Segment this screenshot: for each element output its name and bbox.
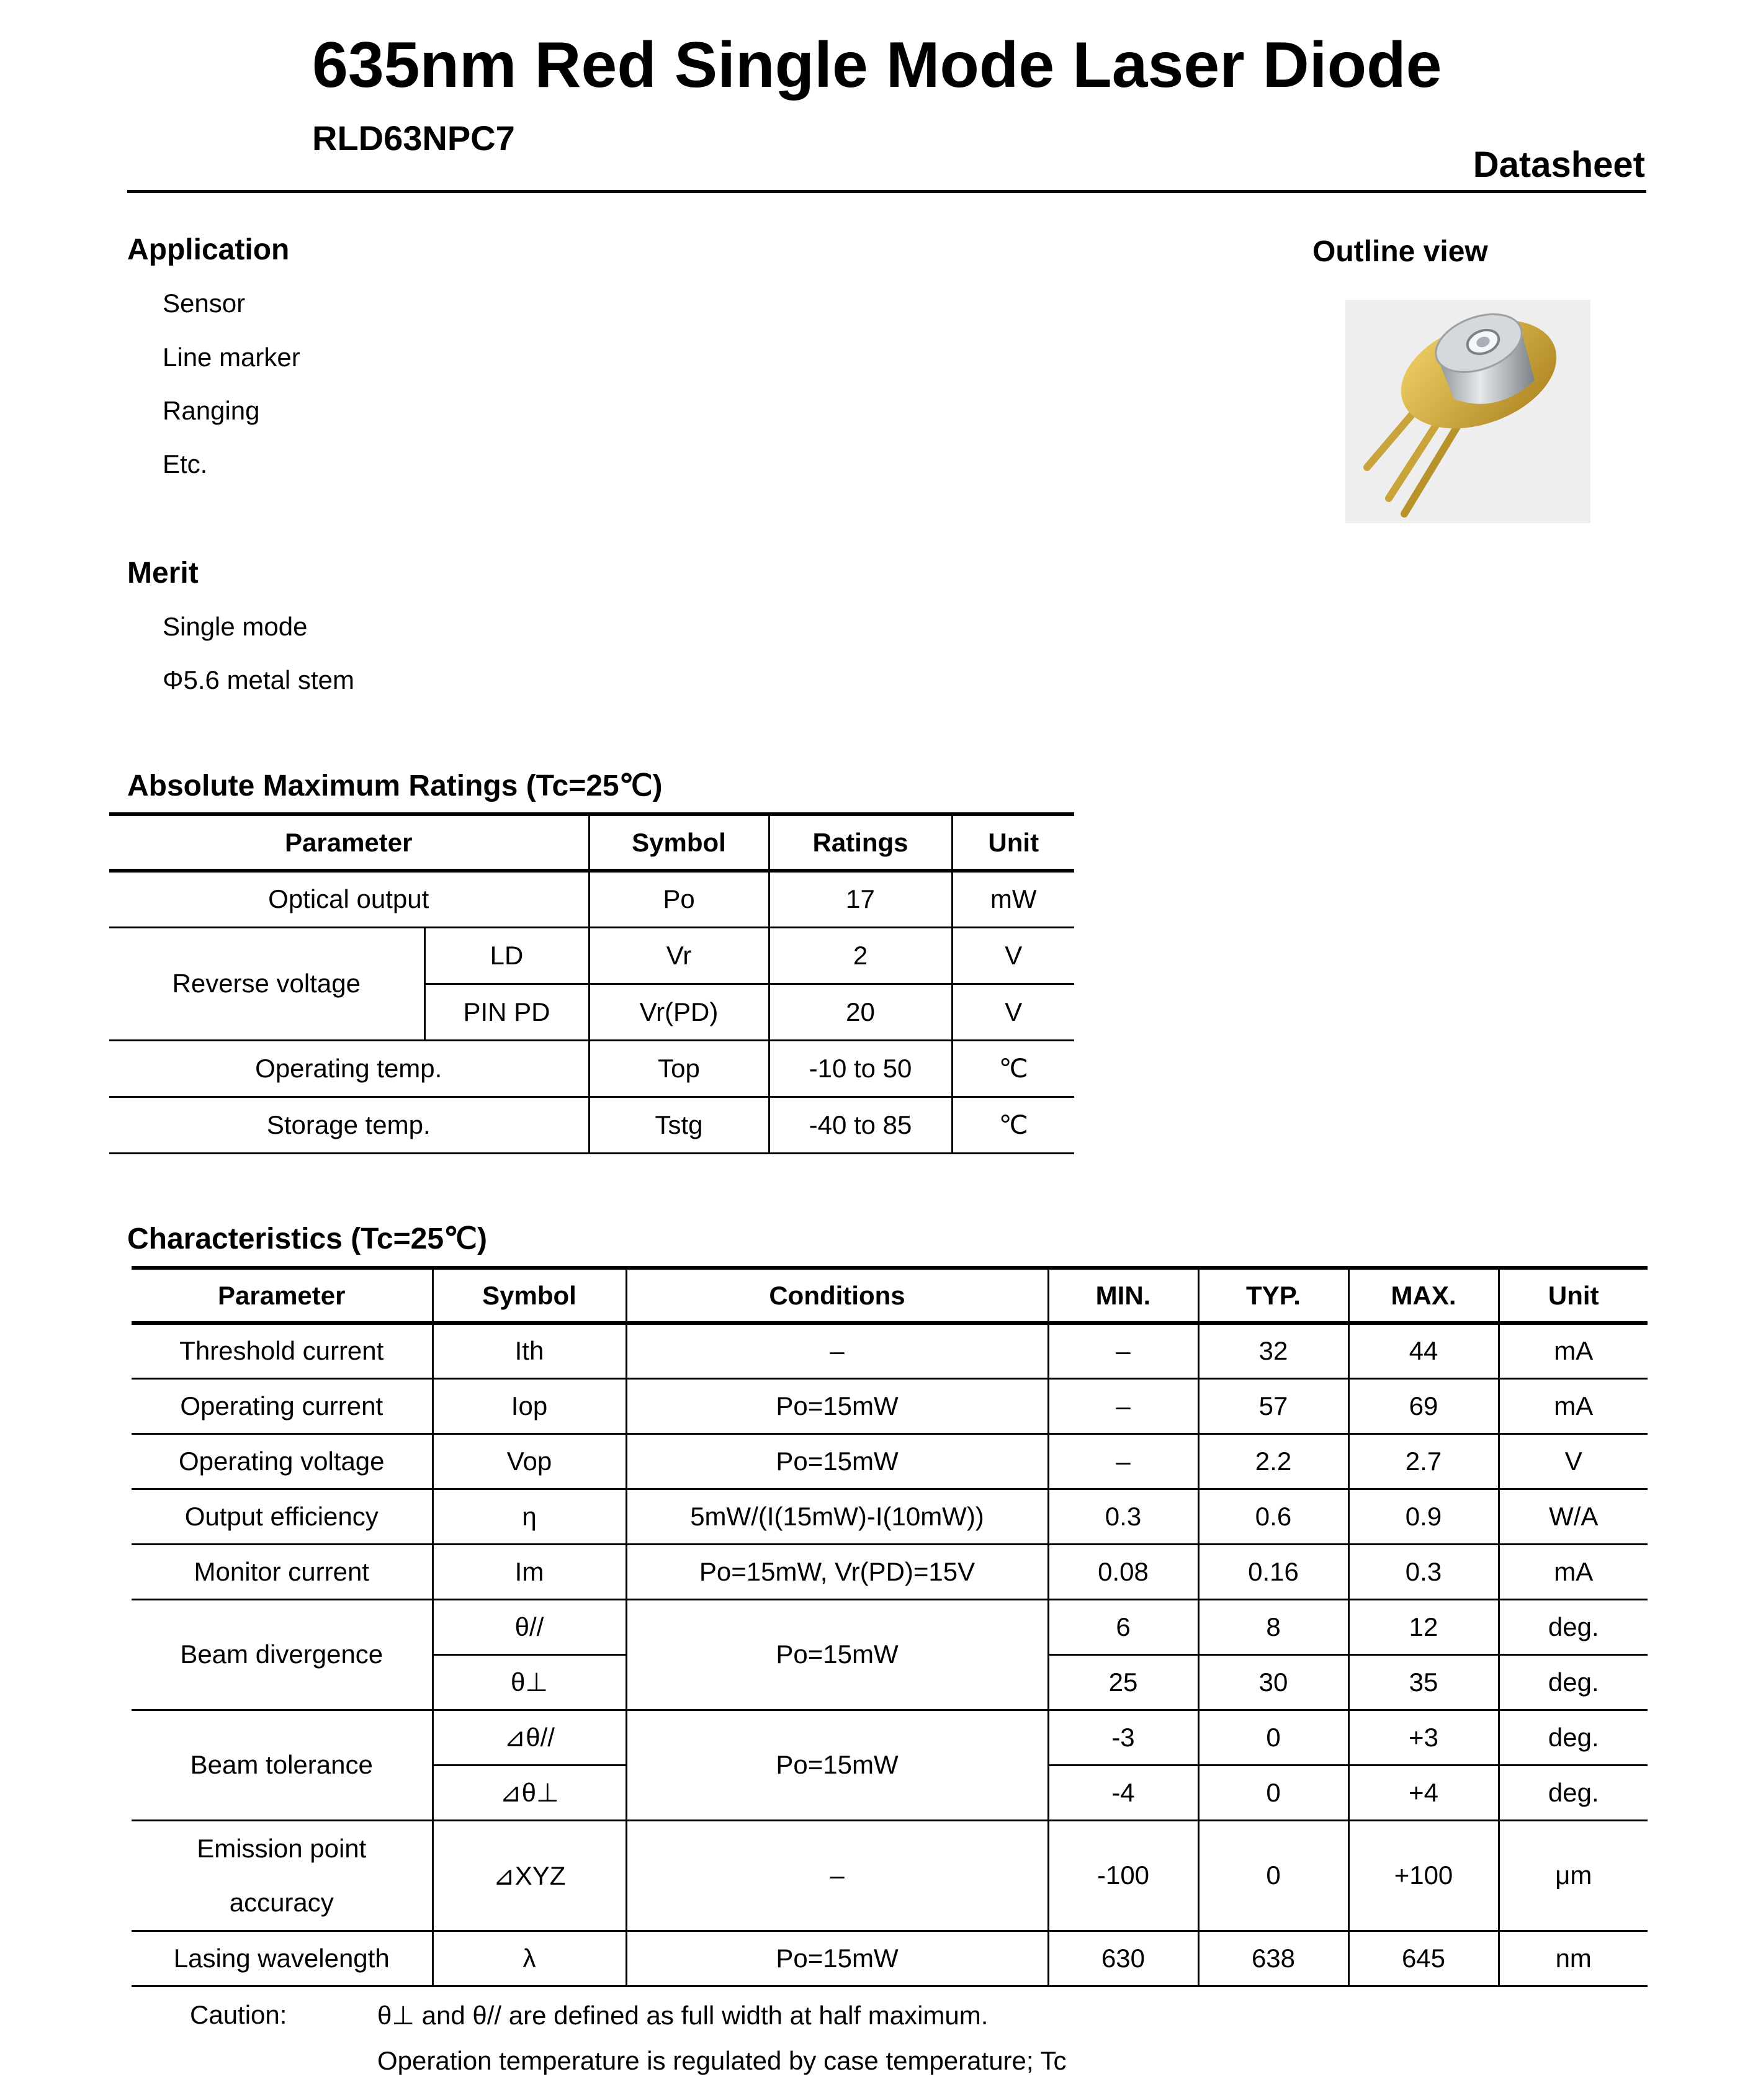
param-line: Emission point	[197, 1834, 367, 1863]
laser-diode-icon	[1345, 300, 1590, 523]
max-cell: 2.7	[1348, 1434, 1499, 1489]
unit-cell: mA	[1499, 1378, 1648, 1434]
rating-cell: 2	[769, 927, 952, 984]
unit-cell: nm	[1499, 1931, 1648, 1986]
application-item: Line marker	[163, 343, 300, 372]
param-cell: Monitor current	[132, 1544, 433, 1599]
table-row	[109, 1040, 1074, 1097]
application-heading: Application	[127, 233, 290, 266]
conditions-cell: Po=15mW	[626, 1599, 1048, 1710]
laser-diode-image	[1345, 300, 1590, 523]
typ-cell: 2.2	[1198, 1434, 1348, 1489]
symbol-cell: Tstg	[589, 1097, 769, 1153]
typ-cell: 0.16	[1198, 1544, 1348, 1599]
table-row	[132, 1710, 1648, 1765]
unit-cell: deg.	[1499, 1765, 1648, 1820]
param-cell: Threshold current	[132, 1323, 433, 1378]
min-cell: –	[1048, 1378, 1198, 1434]
table-row	[132, 1378, 1648, 1434]
unit-cell: V	[952, 927, 1074, 984]
param-cell: Operating temp.	[109, 1040, 589, 1097]
sub-param-cell: LD	[424, 927, 589, 984]
min-cell: –	[1048, 1323, 1198, 1378]
col-header: Symbol	[433, 1268, 626, 1323]
unit-cell: μm	[1499, 1820, 1648, 1931]
rating-cell: -10 to 50	[769, 1040, 952, 1097]
symbol-cell: Vr	[589, 927, 769, 984]
param-cell	[132, 1820, 433, 1931]
min-cell: 0.3	[1048, 1489, 1198, 1544]
min-cell: 630	[1048, 1931, 1198, 1986]
conditions-cell: Po=15mW, Vr(PD)=15V	[626, 1544, 1048, 1599]
col-header: Ratings	[769, 814, 952, 871]
param-cell: Lasing wavelength	[132, 1931, 433, 1986]
symbol-cell: Iop	[433, 1378, 626, 1434]
typ-cell: 0	[1198, 1820, 1348, 1931]
symbol-cell: θ//	[433, 1599, 626, 1654]
application-item: Sensor	[163, 289, 246, 318]
min-cell: -3	[1048, 1710, 1198, 1765]
symbol-cell: Vop	[433, 1434, 626, 1489]
max-cell: +4	[1348, 1765, 1499, 1820]
conditions-cell: 5mW/(I(15mW)-I(10mW))	[626, 1489, 1048, 1544]
model-number: RLD63NPC7	[312, 119, 515, 158]
symbol-cell: ⊿XYZ	[433, 1820, 626, 1931]
caution-label: Caution:	[190, 2000, 287, 2029]
param-cell: Operating current	[132, 1378, 433, 1434]
max-cell: 69	[1348, 1378, 1499, 1434]
col-header: Unit	[1499, 1268, 1648, 1323]
unit-cell: V	[952, 984, 1074, 1040]
unit-cell: ℃	[952, 1097, 1074, 1153]
header-divider	[127, 190, 1646, 193]
table-row	[109, 927, 1074, 984]
min-cell: 0.08	[1048, 1544, 1198, 1599]
max-cell: +100	[1348, 1820, 1499, 1931]
characteristics-heading: Characteristics (Tc=25℃)	[127, 1223, 487, 1255]
table-row	[132, 1599, 1648, 1654]
unit-cell: mW	[952, 871, 1074, 927]
unit-cell: mA	[1499, 1323, 1648, 1378]
unit-cell: V	[1499, 1434, 1648, 1489]
conditions-cell: –	[626, 1820, 1048, 1931]
characteristics-table	[132, 1266, 1648, 1987]
conditions-cell: Po=15mW	[626, 1434, 1048, 1489]
symbol-cell: λ	[433, 1931, 626, 1986]
max-cell: 645	[1348, 1931, 1499, 1986]
table-header-row	[109, 814, 1074, 871]
col-header: Parameter	[109, 814, 589, 871]
abs-max-ratings-table	[109, 812, 1074, 1154]
merit-item: Single mode	[163, 612, 308, 641]
max-cell: 44	[1348, 1323, 1499, 1378]
application-item: Etc.	[163, 449, 208, 478]
caution-note: Operation temperature is regulated by case temperature; Tc	[377, 2046, 1067, 2075]
abs-max-ratings-heading: Absolute Maximum Ratings (Tc=25℃)	[127, 770, 663, 802]
symbol-cell: θ⊥	[433, 1654, 626, 1710]
param-cell: Beam tolerance	[132, 1710, 433, 1820]
caution-note: θ⊥ and θ// are defined as full width at half maximum.	[377, 2001, 989, 2030]
conditions-cell: Po=15mW	[626, 1378, 1048, 1434]
rating-cell: -40 to 85	[769, 1097, 952, 1153]
unit-cell: mA	[1499, 1544, 1648, 1599]
table-row	[109, 1097, 1074, 1153]
typ-cell: 638	[1198, 1931, 1348, 1986]
unit-cell: W/A	[1499, 1489, 1648, 1544]
max-cell: +3	[1348, 1710, 1499, 1765]
typ-cell: 32	[1198, 1323, 1348, 1378]
unit-cell: ℃	[952, 1040, 1074, 1097]
typ-cell: 30	[1198, 1654, 1348, 1710]
outline-view-heading: Outline view	[1312, 235, 1488, 268]
min-cell: 6	[1048, 1599, 1198, 1654]
table-row	[132, 1931, 1648, 1986]
typ-cell: 8	[1198, 1599, 1348, 1654]
table-row	[132, 1323, 1648, 1378]
col-header: Symbol	[589, 814, 769, 871]
param-cell: Output efficiency	[132, 1489, 433, 1544]
typ-cell: 0	[1198, 1710, 1348, 1765]
max-cell: 12	[1348, 1599, 1499, 1654]
param-line: accuracy	[229, 1888, 334, 1917]
unit-cell: deg.	[1499, 1710, 1648, 1765]
symbol-cell: ⊿θ//	[433, 1710, 626, 1765]
conditions-cell: –	[626, 1323, 1048, 1378]
rating-cell: 20	[769, 984, 952, 1040]
conditions-cell: Po=15mW	[626, 1931, 1048, 1986]
max-cell: 35	[1348, 1654, 1499, 1710]
col-header: Parameter	[132, 1268, 433, 1323]
merit-heading: Merit	[127, 557, 199, 590]
param-cell: Optical output	[109, 871, 589, 927]
symbol-cell: Po	[589, 871, 769, 927]
max-cell: 0.3	[1348, 1544, 1499, 1599]
table-row	[132, 1489, 1648, 1544]
unit-cell: deg.	[1499, 1654, 1648, 1710]
application-item: Ranging	[163, 396, 260, 425]
min-cell: -4	[1048, 1765, 1198, 1820]
unit-cell: deg.	[1499, 1599, 1648, 1654]
min-cell: 25	[1048, 1654, 1198, 1710]
symbol-cell: η	[433, 1489, 626, 1544]
symbol-cell: Vr(PD)	[589, 984, 769, 1040]
col-header: TYP.	[1198, 1268, 1348, 1323]
col-header: Unit	[952, 814, 1074, 871]
symbol-cell: Ith	[433, 1323, 626, 1378]
table-row	[132, 1544, 1648, 1599]
conditions-cell: Po=15mW	[626, 1710, 1048, 1820]
datasheet-title: 635nm Red Single Mode Laser Diode	[312, 29, 1442, 101]
document-type-label: Datasheet	[1473, 145, 1645, 185]
table-header-row	[132, 1268, 1648, 1323]
merit-item: Φ5.6 metal stem	[163, 665, 354, 694]
col-header: MIN.	[1048, 1268, 1198, 1323]
param-cell: Operating voltage	[132, 1434, 433, 1489]
col-header: Conditions	[626, 1268, 1048, 1323]
max-cell: 0.9	[1348, 1489, 1499, 1544]
sub-param-cell: PIN PD	[424, 984, 589, 1040]
table-row	[132, 1820, 1648, 1931]
param-cell: Beam divergence	[132, 1599, 433, 1710]
typ-cell: 0	[1198, 1765, 1348, 1820]
rating-cell: 17	[769, 871, 952, 927]
table-row	[109, 871, 1074, 927]
col-header: MAX.	[1348, 1268, 1499, 1323]
param-cell: Storage temp.	[109, 1097, 589, 1153]
min-cell: -100	[1048, 1820, 1198, 1931]
symbol-cell: ⊿θ⊥	[433, 1765, 626, 1820]
symbol-cell: Im	[433, 1544, 626, 1599]
typ-cell: 0.6	[1198, 1489, 1348, 1544]
typ-cell: 57	[1198, 1378, 1348, 1434]
table-row	[132, 1434, 1648, 1489]
param-cell: Reverse voltage	[109, 927, 424, 1040]
min-cell: –	[1048, 1434, 1198, 1489]
symbol-cell: Top	[589, 1040, 769, 1097]
